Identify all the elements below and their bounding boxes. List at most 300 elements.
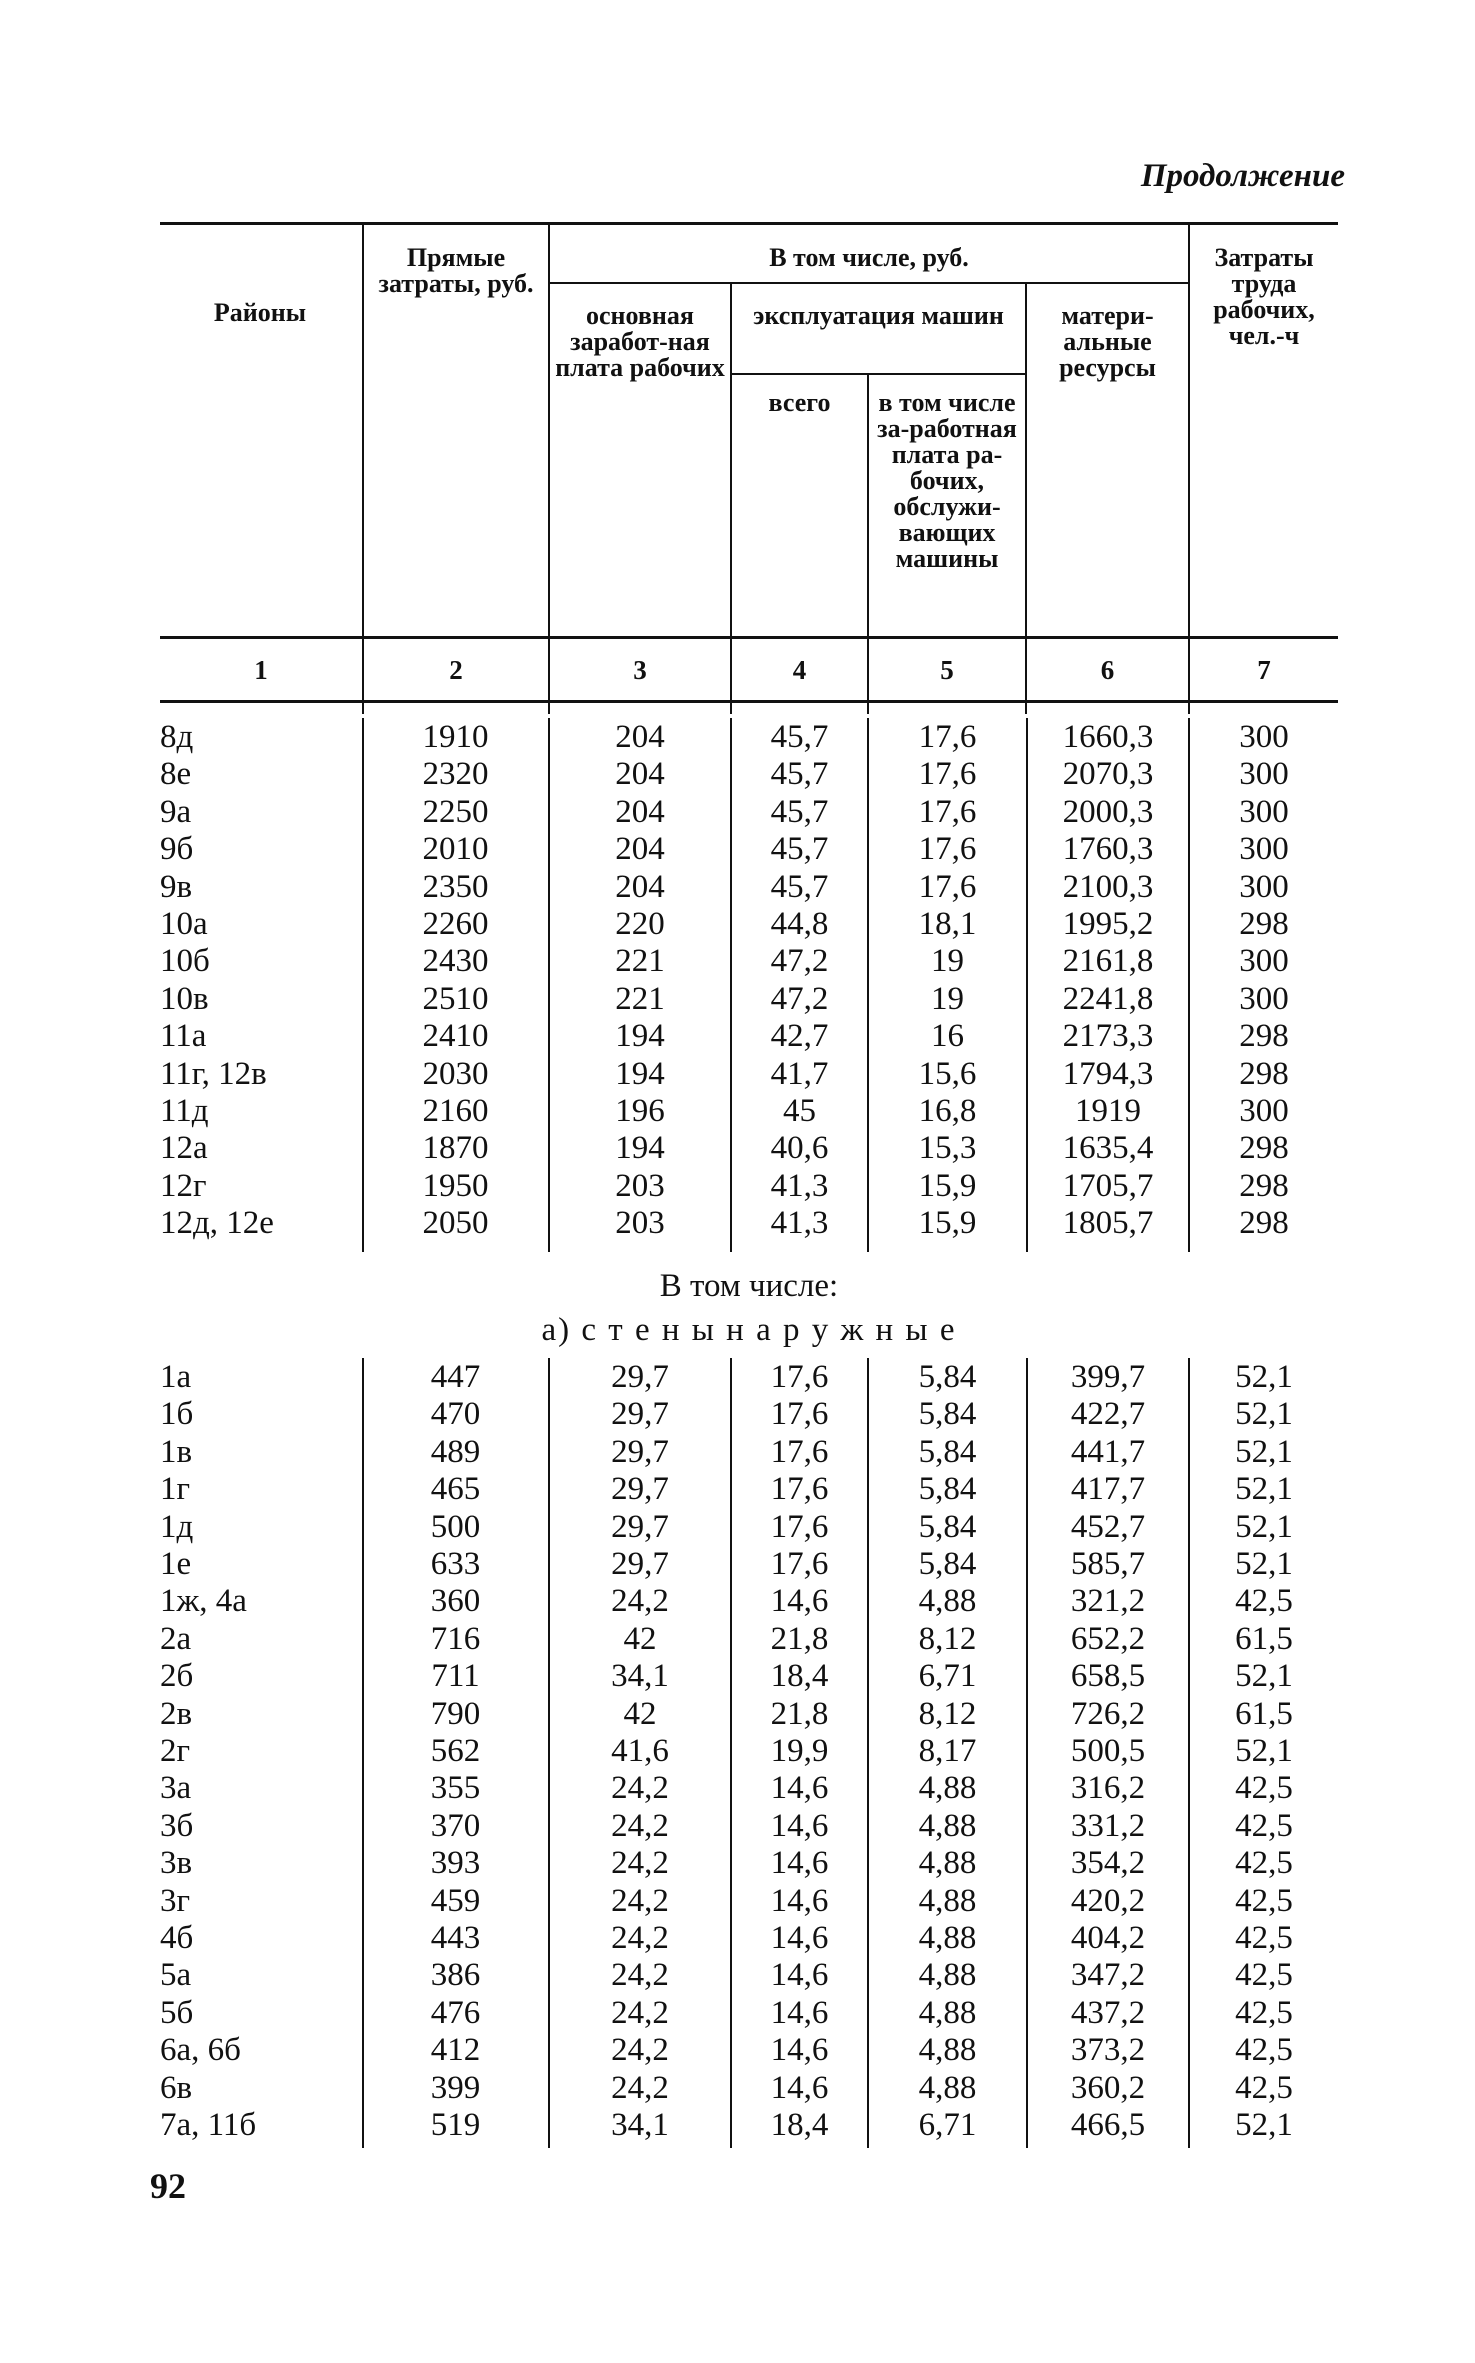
district-cell: 5а	[160, 1957, 192, 1994]
header-col3: основная заработ-ная плата рабочих	[555, 301, 725, 382]
column-number: 6	[1100, 655, 1115, 685]
value-cell: 1760,3	[1062, 831, 1154, 868]
value-cell: 466,5	[1070, 2107, 1146, 2143]
value-cell: 24,2	[611, 2069, 669, 2106]
value-cell: 52,1	[1235, 1471, 1293, 1508]
value-cell: 14,6	[770, 1957, 829, 1994]
value-cell: 14,6	[770, 2069, 829, 2106]
value-cell: 16,8	[918, 1093, 977, 1129]
value-cell: 29,7	[611, 1471, 669, 1508]
value-cell: 1705,7	[1062, 1167, 1154, 1204]
value-cell: 47,2	[770, 943, 829, 980]
value-cell: 29,7	[611, 1396, 669, 1433]
value-cell: 500	[430, 1508, 481, 1545]
value-cell: 42,5	[1235, 1994, 1293, 2031]
table-row	[160, 1807, 1338, 1845]
table-row	[160, 1470, 1338, 1508]
value-cell: 194	[615, 1018, 665, 1055]
value-cell: 321,2	[1070, 1583, 1146, 1620]
district-cell: 9б	[160, 831, 194, 868]
value-cell: 204	[615, 719, 665, 755]
value-cell: 45,7	[770, 868, 829, 905]
value-cell: 633	[430, 1546, 481, 1582]
table-row	[160, 1508, 1338, 1546]
value-cell: 52,1	[1235, 1508, 1293, 1545]
value-cell: 6,71	[918, 2107, 977, 2143]
table-row	[160, 1582, 1338, 1620]
value-cell: 2350	[422, 868, 489, 905]
value-cell: 652,2	[1070, 1620, 1146, 1657]
value-cell: 24,2	[611, 1770, 669, 1807]
value-cell: 360	[430, 1583, 481, 1620]
value-cell: 204	[615, 868, 665, 905]
value-cell: 2050	[422, 1205, 489, 1242]
value-cell: 2173,3	[1062, 1018, 1154, 1055]
district-cell: 11д	[160, 1093, 209, 1129]
table-row	[160, 2031, 1338, 2069]
value-cell: 500,5	[1070, 1733, 1146, 1769]
value-cell: 15,9	[918, 1205, 977, 1242]
district-cell: 3а	[160, 1770, 192, 1807]
header-col6: матери-альные ресурсы	[1059, 301, 1156, 382]
value-cell: 45,7	[770, 719, 829, 755]
value-cell: 519	[430, 2107, 481, 2143]
header-mid-rule	[160, 636, 1338, 639]
value-cell: 300	[1239, 756, 1289, 793]
continuation-label: Продолжение	[1140, 158, 1345, 194]
value-cell: 14,6	[770, 1994, 829, 2031]
district-cell: 10в	[160, 980, 209, 1017]
value-cell: 4,88	[918, 2069, 977, 2106]
table-row	[160, 830, 1338, 868]
value-cell: 5,84	[918, 1359, 977, 1395]
value-cell: 196	[615, 1093, 665, 1129]
value-cell: 5,84	[918, 1546, 977, 1582]
value-cell: 14,6	[770, 1770, 829, 1807]
header-divider	[548, 222, 550, 714]
value-cell: 370	[430, 1807, 481, 1844]
table-row	[160, 1092, 1338, 1130]
value-cell: 459	[430, 1882, 481, 1919]
value-cell: 221	[615, 943, 665, 980]
value-cell: 21,8	[770, 1620, 829, 1657]
value-cell: 17,6	[770, 1433, 829, 1470]
value-cell: 194	[615, 1130, 665, 1167]
value-cell: 17,6	[918, 831, 977, 868]
table-row	[160, 1695, 1338, 1733]
district-cell: 12д, 12е	[160, 1205, 274, 1242]
value-cell: 2161,8	[1062, 943, 1154, 980]
value-cell: 15,6	[918, 1055, 977, 1092]
value-cell: 4,88	[918, 1807, 977, 1844]
district-cell: 5б	[160, 1994, 194, 2031]
district-cell: 2в	[160, 1695, 193, 1732]
value-cell: 300	[1239, 943, 1289, 980]
value-cell: 1910	[422, 719, 489, 755]
value-cell: 300	[1239, 868, 1289, 905]
value-cell: 300	[1239, 1093, 1289, 1129]
header-divider	[548, 282, 1188, 284]
district-cell: 1а	[160, 1359, 192, 1395]
district-cell: 9а	[160, 793, 192, 830]
header-divider	[730, 282, 732, 714]
value-cell: 24,2	[611, 1882, 669, 1919]
value-cell: 8,17	[918, 1733, 977, 1769]
value-cell: 726,2	[1070, 1695, 1146, 1732]
district-cell: 11а	[160, 1018, 207, 1055]
value-cell: 404,2	[1070, 1920, 1146, 1956]
value-cell: 2100,3	[1062, 868, 1154, 905]
value-cell: 45	[783, 1093, 816, 1129]
value-cell: 18,4	[770, 1658, 829, 1695]
value-cell: 354,2	[1070, 1845, 1146, 1882]
district-cell: 8е	[160, 756, 192, 793]
value-cell: 41,3	[770, 1205, 829, 1242]
value-cell: 41,3	[770, 1167, 829, 1204]
value-cell: 5,84	[918, 1433, 977, 1470]
table-row	[160, 1956, 1338, 1994]
value-cell: 1660,3	[1062, 719, 1154, 755]
value-cell: 42,5	[1235, 1807, 1293, 1844]
value-cell: 420,2	[1070, 1882, 1146, 1919]
value-cell: 1870	[422, 1130, 489, 1167]
value-cell: 221	[615, 980, 665, 1017]
table-row	[160, 1882, 1338, 1920]
value-cell: 4,88	[918, 1583, 977, 1620]
value-cell: 45,7	[770, 831, 829, 868]
value-cell: 19	[931, 943, 964, 980]
value-cell: 203	[615, 1205, 665, 1242]
value-cell: 298	[1239, 1205, 1289, 1242]
value-cell: 562	[430, 1733, 481, 1769]
value-cell: 4,88	[918, 1920, 977, 1956]
column-number: 1	[254, 655, 268, 685]
value-cell: 14,6	[770, 1583, 829, 1620]
value-cell: 1635,4	[1062, 1130, 1154, 1167]
district-cell: 3г	[160, 1882, 191, 1919]
value-cell: 298	[1239, 1130, 1289, 1167]
table-row	[160, 1769, 1338, 1807]
value-cell: 47,2	[770, 980, 829, 1017]
value-cell: 17,6	[918, 793, 977, 830]
value-cell: 42	[623, 1620, 657, 1657]
value-cell: 42,5	[1235, 1770, 1293, 1807]
value-cell: 298	[1239, 1055, 1289, 1092]
value-cell: 17,6	[770, 1396, 829, 1433]
district-cell: 10а	[160, 906, 208, 942]
value-cell: 15,9	[918, 1167, 977, 1204]
value-cell: 220	[615, 906, 665, 942]
value-cell: 34,1	[611, 2107, 669, 2143]
value-cell: 45,7	[770, 756, 829, 793]
value-cell: 452,7	[1070, 1508, 1146, 1545]
value-cell: 470	[430, 1396, 481, 1433]
value-cell: 1919	[1075, 1093, 1141, 1129]
value-cell: 42,5	[1235, 2069, 1293, 2106]
table-row	[160, 1204, 1338, 1242]
table-row	[160, 1017, 1338, 1055]
value-cell: 18,4	[770, 2107, 829, 2143]
value-cell: 399	[430, 2069, 481, 2106]
district-cell: 1е	[160, 1546, 192, 1582]
table-row	[160, 755, 1338, 793]
district-cell: 7а, 11б	[160, 2107, 257, 2143]
value-cell: 443	[430, 1920, 481, 1956]
value-cell: 24,2	[611, 1994, 669, 2031]
value-cell: 476	[430, 1994, 481, 2031]
district-cell: 3в	[160, 1845, 193, 1882]
table-row	[160, 1545, 1338, 1583]
value-cell: 2030	[422, 1055, 489, 1092]
value-cell: 373,2	[1070, 2032, 1146, 2069]
value-cell: 2000,3	[1062, 793, 1154, 830]
table-row	[160, 868, 1338, 906]
value-cell: 716	[430, 1620, 481, 1657]
value-cell: 437,2	[1070, 1994, 1146, 2031]
value-cell: 585,7	[1070, 1546, 1146, 1582]
value-cell: 2250	[422, 793, 489, 830]
value-cell: 441,7	[1070, 1433, 1146, 1470]
value-cell: 204	[615, 793, 665, 830]
value-cell: 412	[430, 2032, 481, 2069]
value-cell: 24,2	[611, 1583, 669, 1620]
district-cell: 6а, 6б	[160, 2032, 241, 2069]
value-cell: 52,1	[1235, 1546, 1293, 1582]
value-cell: 203	[615, 1167, 665, 1204]
value-cell: 2410	[422, 1018, 489, 1055]
value-cell: 711	[431, 1658, 480, 1695]
district-cell: 1в	[160, 1433, 193, 1470]
value-cell: 1950	[422, 1167, 489, 1204]
value-cell: 41,7	[770, 1055, 829, 1092]
section-title: а) с т е н ы н а р у ж н ы е	[541, 1312, 957, 1348]
value-cell: 44,8	[770, 906, 829, 942]
value-cell: 790	[430, 1695, 481, 1732]
district-cell: 3б	[160, 1807, 194, 1844]
header-col4: всего	[768, 388, 831, 417]
table-row	[160, 1844, 1338, 1882]
value-cell: 8,12	[918, 1695, 977, 1732]
value-cell: 14,6	[770, 1845, 829, 1882]
value-cell: 204	[615, 831, 665, 868]
value-cell: 298	[1239, 1167, 1289, 1204]
value-cell: 19	[931, 980, 964, 1017]
value-cell: 194	[615, 1055, 665, 1092]
value-cell: 45,7	[770, 793, 829, 830]
table1-body	[160, 718, 1338, 1258]
value-cell: 24,2	[611, 1920, 669, 1956]
value-cell: 1794,3	[1062, 1055, 1154, 1092]
table-row	[160, 1055, 1338, 1093]
district-cell: 2а	[160, 1620, 192, 1657]
district-cell: 1б	[160, 1396, 194, 1433]
value-cell: 1995,2	[1062, 906, 1154, 942]
value-cell: 42,5	[1235, 1957, 1293, 1994]
value-cell: 42,5	[1235, 1583, 1293, 1620]
value-cell: 300	[1239, 719, 1289, 755]
subheading: В том числе:	[659, 1268, 839, 1304]
district-cell: 12а	[160, 1130, 208, 1167]
value-cell: 29,7	[611, 1508, 669, 1545]
table-row	[160, 2106, 1338, 2144]
table-row	[160, 1358, 1338, 1396]
value-cell: 300	[1239, 980, 1289, 1017]
header-machine-group: эксплуатация машин	[753, 301, 1004, 330]
value-cell: 17,6	[770, 1471, 829, 1508]
district-cell: 11г, 12в	[160, 1055, 267, 1092]
value-cell: 316,2	[1070, 1770, 1146, 1807]
value-cell: 8,12	[918, 1620, 977, 1657]
table-row	[160, 980, 1338, 1018]
table2-body	[160, 1358, 1338, 2158]
table-row	[160, 793, 1338, 831]
value-cell: 2160	[422, 1093, 489, 1129]
value-cell: 5,84	[918, 1396, 977, 1433]
district-cell: 4б	[160, 1920, 194, 1956]
value-cell: 4,88	[918, 2032, 977, 2069]
value-cell: 6,71	[918, 1658, 977, 1695]
column-number: 2	[449, 655, 463, 685]
value-cell: 2510	[422, 980, 489, 1017]
table-row	[160, 718, 1338, 756]
value-cell: 298	[1239, 1018, 1289, 1055]
value-cell: 16	[931, 1018, 964, 1055]
value-cell: 52,1	[1235, 1733, 1293, 1769]
header-col1: Районы	[213, 298, 307, 327]
value-cell: 61,5	[1235, 1695, 1293, 1732]
value-cell: 14,6	[770, 1807, 829, 1844]
district-cell: 6в	[160, 2069, 193, 2106]
value-cell: 52,1	[1235, 1433, 1293, 1470]
value-cell: 360,2	[1070, 2069, 1146, 2106]
table-row	[160, 1919, 1338, 1957]
value-cell: 42	[623, 1695, 657, 1732]
table-row	[160, 1129, 1338, 1167]
column-number: 3	[633, 655, 647, 685]
value-cell: 18,1	[918, 906, 977, 942]
value-cell: 2260	[422, 906, 489, 942]
district-cell: 1г	[160, 1471, 191, 1508]
value-cell: 24,2	[611, 1807, 669, 1844]
value-cell: 15,3	[918, 1130, 977, 1167]
table-row	[160, 1395, 1338, 1433]
column-number: 4	[792, 655, 807, 685]
value-cell: 17,6	[918, 719, 977, 755]
table-row	[160, 1433, 1338, 1471]
table-row	[160, 1167, 1338, 1205]
table-row	[160, 1620, 1338, 1658]
value-cell: 347,2	[1070, 1957, 1146, 1994]
value-cell: 14,6	[770, 1882, 829, 1919]
value-cell: 40,6	[770, 1130, 829, 1167]
district-cell: 12г	[160, 1167, 207, 1204]
value-cell: 298	[1239, 906, 1289, 942]
table-row	[160, 1732, 1338, 1770]
value-cell: 4,88	[918, 1845, 977, 1882]
value-cell: 4,88	[918, 1994, 977, 2031]
value-cell: 2241,8	[1062, 980, 1154, 1017]
district-cell: 2г	[160, 1733, 191, 1769]
value-cell: 24,2	[611, 2032, 669, 2069]
value-cell: 17,6	[770, 1546, 829, 1582]
header-col7: Затраты труда рабочих, чел.-ч	[1213, 243, 1315, 350]
value-cell: 14,6	[770, 2032, 829, 2069]
value-cell: 61,5	[1235, 1620, 1293, 1657]
value-cell: 399,7	[1070, 1359, 1146, 1395]
value-cell: 331,2	[1070, 1807, 1146, 1844]
value-cell: 447	[430, 1359, 481, 1395]
value-cell: 24,2	[611, 1957, 669, 1994]
value-cell: 52,1	[1235, 2107, 1293, 2143]
value-cell: 2430	[422, 943, 489, 980]
value-cell: 42,7	[770, 1018, 829, 1055]
value-cell: 17,6	[918, 756, 977, 793]
table-row	[160, 2069, 1338, 2107]
value-cell: 489	[430, 1433, 481, 1470]
header-top-rule	[160, 222, 1338, 225]
value-cell: 2320	[422, 756, 489, 793]
table-row	[160, 942, 1338, 980]
column-number: 5	[940, 655, 954, 685]
value-cell: 29,7	[611, 1433, 669, 1470]
value-cell: 17,6	[770, 1359, 829, 1395]
value-cell: 52,1	[1235, 1359, 1293, 1395]
district-cell: 1ж, 4а	[160, 1583, 247, 1620]
value-cell: 52,1	[1235, 1396, 1293, 1433]
value-cell: 14,6	[770, 1920, 829, 1956]
header-col5: в том числе за-работная плата ра-бочих, обслужи-вающих машины	[877, 388, 1017, 573]
value-cell: 1805,7	[1062, 1205, 1154, 1242]
page-number: 92	[150, 2166, 186, 2206]
value-cell: 17,6	[918, 868, 977, 905]
value-cell: 2010	[422, 831, 489, 868]
value-cell: 393	[430, 1845, 481, 1882]
value-cell: 4,88	[918, 1770, 977, 1807]
value-cell: 17,6	[770, 1508, 829, 1545]
table-row	[160, 1657, 1338, 1695]
header-col2: Прямые затраты, руб.	[378, 243, 534, 298]
value-cell: 465	[430, 1471, 481, 1508]
header-divider	[730, 373, 1025, 375]
value-cell: 5,84	[918, 1471, 977, 1508]
value-cell: 24,2	[611, 1845, 669, 1882]
value-cell: 300	[1239, 793, 1289, 830]
column-number: 7	[1257, 655, 1271, 685]
district-cell: 2б	[160, 1658, 194, 1695]
value-cell: 355	[430, 1770, 481, 1807]
value-cell: 300	[1239, 831, 1289, 868]
district-cell: 10б	[160, 943, 210, 980]
value-cell: 386	[430, 1957, 481, 1994]
value-cell: 52,1	[1235, 1658, 1293, 1695]
value-cell: 42,5	[1235, 1845, 1293, 1882]
value-cell: 21,8	[770, 1695, 829, 1732]
value-cell: 658,5	[1070, 1658, 1146, 1695]
value-cell: 5,84	[918, 1508, 977, 1545]
district-cell: 1д	[160, 1508, 194, 1545]
value-cell: 4,88	[918, 1882, 977, 1919]
value-cell: 34,1	[611, 1658, 669, 1695]
value-cell: 29,7	[611, 1546, 669, 1582]
value-cell: 42,5	[1235, 1882, 1293, 1919]
header-group: В том числе, руб.	[769, 243, 969, 272]
value-cell: 2070,3	[1062, 756, 1154, 793]
district-cell: 8д	[160, 719, 194, 755]
value-cell: 417,7	[1070, 1471, 1146, 1508]
value-cell: 41,6	[611, 1733, 669, 1769]
district-cell: 9в	[160, 868, 193, 905]
header-bottom-rule	[160, 700, 1338, 703]
